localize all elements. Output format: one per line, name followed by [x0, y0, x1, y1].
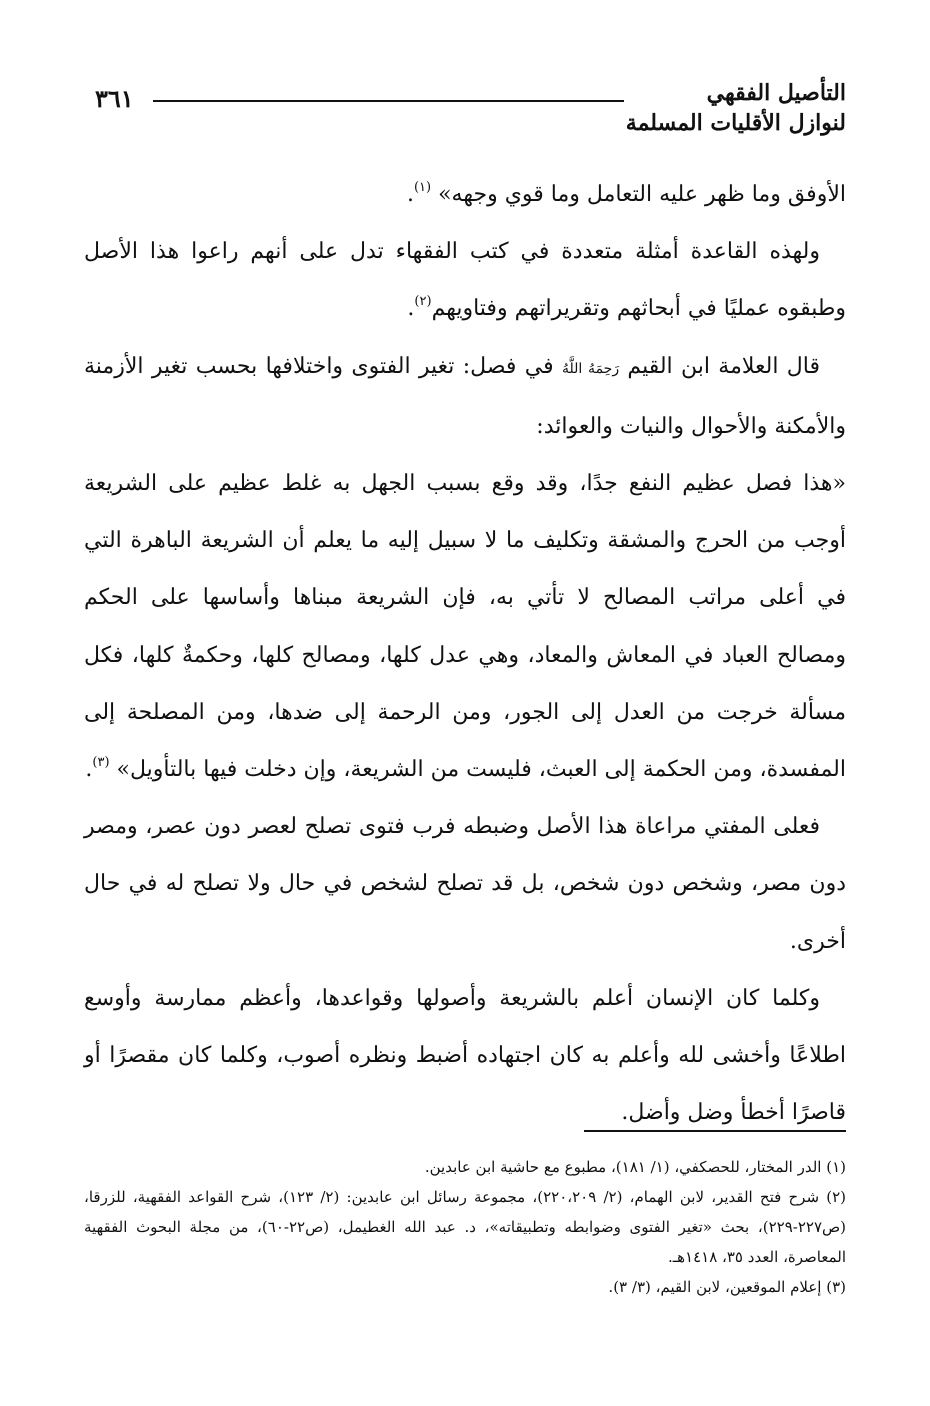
running-title — [626, 78, 846, 138]
paragraph-3 — [84, 338, 846, 455]
footnote-ref-2: (٢) — [414, 294, 432, 310]
page-header — [95, 78, 846, 148]
header-rule — [153, 100, 624, 102]
page-number: ٣٦١ — [95, 84, 134, 113]
paragraph-2-text: ولهذه القاعدة أمثلة متعددة في كتب الفقهاء تدل على أنهم راعوا هذا الأصل وطبقوه عمليًا في أبحاثهم وتقريراتهم وفتاويهم — [84, 239, 846, 322]
quotation-text: «هذا فصل عظيم النفع جدًا، وقد وقع بسبب الجهل به غلط عظيم على الشريعة أوجب من الحرج والمشقة وتكليف ما لا سبيل إليه ما يعلم أن الشريعة الباهرة التي في أعلى مراتب المصالح لا تأتي به، فإن الشريعة مبناها وأساسها على الحكم ومصالح العباد في المعاش والمعاد، وهي عدل كلها، ومصالح كلها، وحكمةٌ كلها، فكل مسألة خرجت من العدل إلى الجور، ومن الرحمة إلى ضدها، ومن المصلحة إلى المفسدة، ومن الحكمة إلى العبث، فليست من الشريعة، وإن دخلت فيها بالتأويل» — [84, 471, 846, 783]
footnote-ref-3: (٣) — [92, 755, 110, 771]
footnotes — [84, 1152, 846, 1302]
quotation-paragraph: «هذا فصل عظيم النفع جدًا، وقد وقع بسبب الجهل به غلط عظيم على الشريعة أوجب من الحرج والمشقة وتكليف ما لا سبيل إليه ما يعلم أن الشريعة الباهرة التي في أعلى مراتب المصالح لا تأتي به، فإن الشريعة مبناها وأساسها على الحكم ومصالح العباد في المعاش والمعاد، وهي عدل كلها، ومصالح كلها، وحكمةٌ كلها، فكل مسألة خرجت من العدل إلى الجور، ومن الرحمة إلى ضدها، ومن المصلحة إلى المفسدة، ومن الحكمة إلى العبث، فليست من الشريعة، وإن دخلت فيها بالتأويل» $^{(٣)}$. — [84, 471, 846, 783]
footnote-ref-1: (١) — [413, 180, 432, 195]
main-text — [84, 166, 846, 1141]
footnote-separator — [584, 1130, 846, 1132]
running-title-line1: التأصيل الفقهي — [706, 80, 846, 106]
paragraph-1: الأوفق وما ظهر عليه التعامل وما قوي وجهه» $^{(١)}$. — [406, 180, 846, 207]
paragraph-1-text: الأوفق وما ظهر عليه التعامل وما قوي وجهه» — [438, 182, 846, 207]
paragraph-6: وكلما كان الإنسان أعلم بالشريعة وأصولها وقواعدها، وأعظم ممارسة وأوسع اطلاعًا وأخشى لله وأعلم به كان اجتهاده أضبط ونظره أصوب، وكلما كان مقصرًا أو قاصرًا أخطأ وضل وأضل. — [84, 985, 847, 1126]
paragraph-3-rest: في فصل: تغير الفتوى واختلافها بحسب تغير الأزمنة والأمكنة والأحوال والنيات والعوائد: — [84, 353, 846, 439]
footnote-2: (٢) شرح فتح القدير، لابن الهمام، (٢/ ٢٢٠،٢٠٩)، مجموعة رسائل ابن عابدين: (٢/ ١٢٣)، شرح القواعد الفقهية، للزرقا، (ص٢٢٧-٢٢٩)، بحث «تغير الفتوى وضوابطه وتطبيقاته»، د. عبد الله الغطيمل، (ص٢٢-٦٠)، من مجلة البحوث الفقهية المعاصرة، العدد ٣٥، ١٤١٨هـ. — [84, 1188, 847, 1266]
paragraph-3-lead: قال العلامة ابن القيم — [627, 353, 820, 379]
footnote-1: (١) الدر المختار، للحصكفي، (١/ ١٨١)، مطبوع مع حاشية ابن عابدين. — [424, 1158, 846, 1176]
paragraph-2: ولهذه القاعدة أمثلة متعددة في كتب الفقهاء تدل على أنهم راعوا هذا الأصل وطبقوه عمليًا في أبحاثهم وتقريراتهم وفتاويهم$^{(٢)}$. — [84, 239, 846, 322]
running-title-line2: لنوازل الأقليات المسلمة — [625, 110, 846, 136]
honorific-phrase: رَحِمَهُ اللَّهُ — [561, 360, 620, 377]
footnote-3: (٣) إعلام الموقعين، لابن القيم، (٣/ ٣). — [608, 1278, 846, 1296]
paragraph-5: فعلى المفتي مراعاة هذا الأصل وضبطه فرب فتوى تصلح لعصر دون عصر، ومصر دون مصر، وشخص دون شخص، بل قد تصلح لشخص في حال ولا تصلح له في حال أخرى. — [84, 814, 846, 954]
